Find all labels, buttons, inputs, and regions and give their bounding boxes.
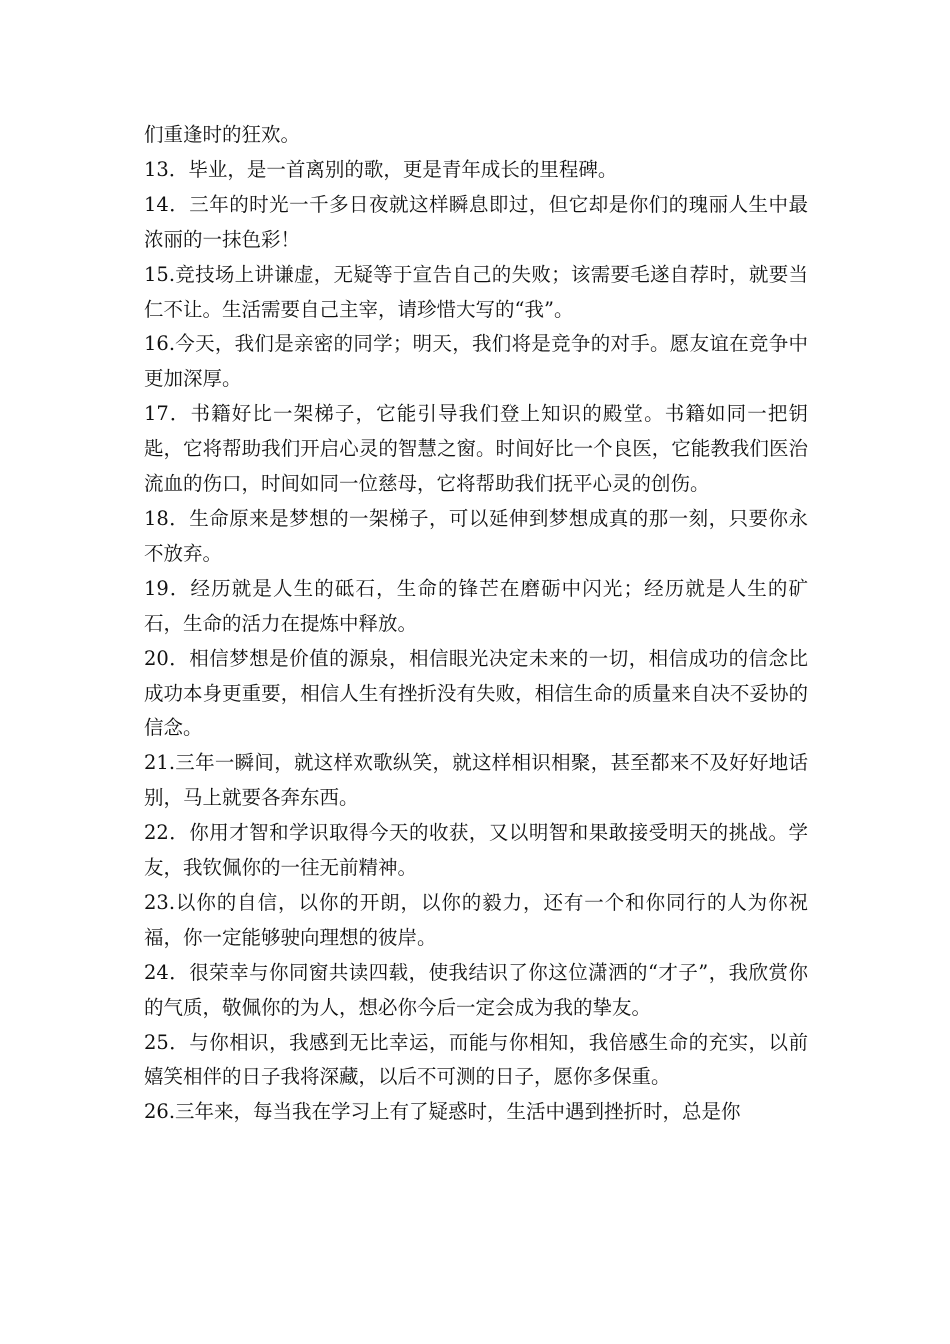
paragraph-26: 26.三年来，每当我在学习上有了疑惑时，生活中遇到挫折时，总是你 (144, 1100, 741, 1124)
paragraph-14: 14．三年的时光一千多日夜就这样瞬息即过，但它却是你们的瑰丽人生中最浓丽的一抹色彩！ (144, 192, 808, 251)
paragraph-21: 21.三年一瞬间，就这样欢歌纵笑，就这样相识相聚，甚至都来不及好好地话别，马上就要各奔东西。 (144, 751, 808, 810)
paragraph-22: 22．你用才智和学识取得今天的收获，又以明智和果敢接受明天的挑战。学友，我钦佩你的一往无前精神。 (144, 821, 808, 880)
paragraph-13: 13．毕业，是一首离别的歌，更是青年成长的里程碑。 (144, 157, 618, 181)
paragraph-23: 23.以你的自信，以你的开朗，以你的毅力，还有一个和你同行的人为你祝福，你一定能够驶向理想的彼岸。 (144, 890, 808, 949)
paragraph-25: 25．与你相识，我感到无比幸运，而能与你相知，我倍感生命的充实，以前嬉笑相伴的日子我将深藏，以后不可测的日子，愿你多保重。 (144, 1030, 808, 1089)
paragraph-continuation: 们重逢时的狂欢。 (144, 123, 301, 146)
paragraph-20: 20．相信梦想是价值的源泉，相信眼光决定未来的一切，相信成功的信念比成功本身更重要，相信人生有挫折没有失败，相信生命的质量来自决不妥协的信念。 (144, 646, 808, 740)
paragraph-16: 16.今天，我们是亲密的同学；明天，我们将是竞争的对手。愿友谊在竞争中更加深厚。 (144, 332, 808, 391)
paragraph-15: 15.竞技场上讲谦虚，无疑等于宣告自己的失败；该需要毛遂自荐时，就要当仁不让。生活需要自己主宰，请珍惜大写的“我”。 (144, 262, 808, 321)
paragraph-24: 24．很荣幸与你同窗共读四载，使我结识了你这位潇洒的“才子”，我欣赏你的气质，敬佩你的为人，想必你今后一定会成为我的挚友。 (144, 960, 808, 1019)
paragraph-18: 18．生命原来是梦想的一架梯子，可以延伸到梦想成真的那一刻，只要你永不放弃。 (144, 506, 808, 565)
paragraph-17: 17．书籍好比一架梯子，它能引导我们登上知识的殿堂。书籍如同一把钥匙，它将帮助我们开启心灵的智慧之窗。时间好比一个良医，它能教我们医治流血的伤口，时间如同一位慈母，它将帮助我们抚平心灵的创伤。 (144, 402, 808, 496)
paragraph-19: 19．经历就是人生的砥石，生命的锋芒在磨砺中闪光；经历就是人生的矿石，生命的活力在提炼中释放。 (144, 576, 808, 635)
document-page (144, 118, 808, 1130)
